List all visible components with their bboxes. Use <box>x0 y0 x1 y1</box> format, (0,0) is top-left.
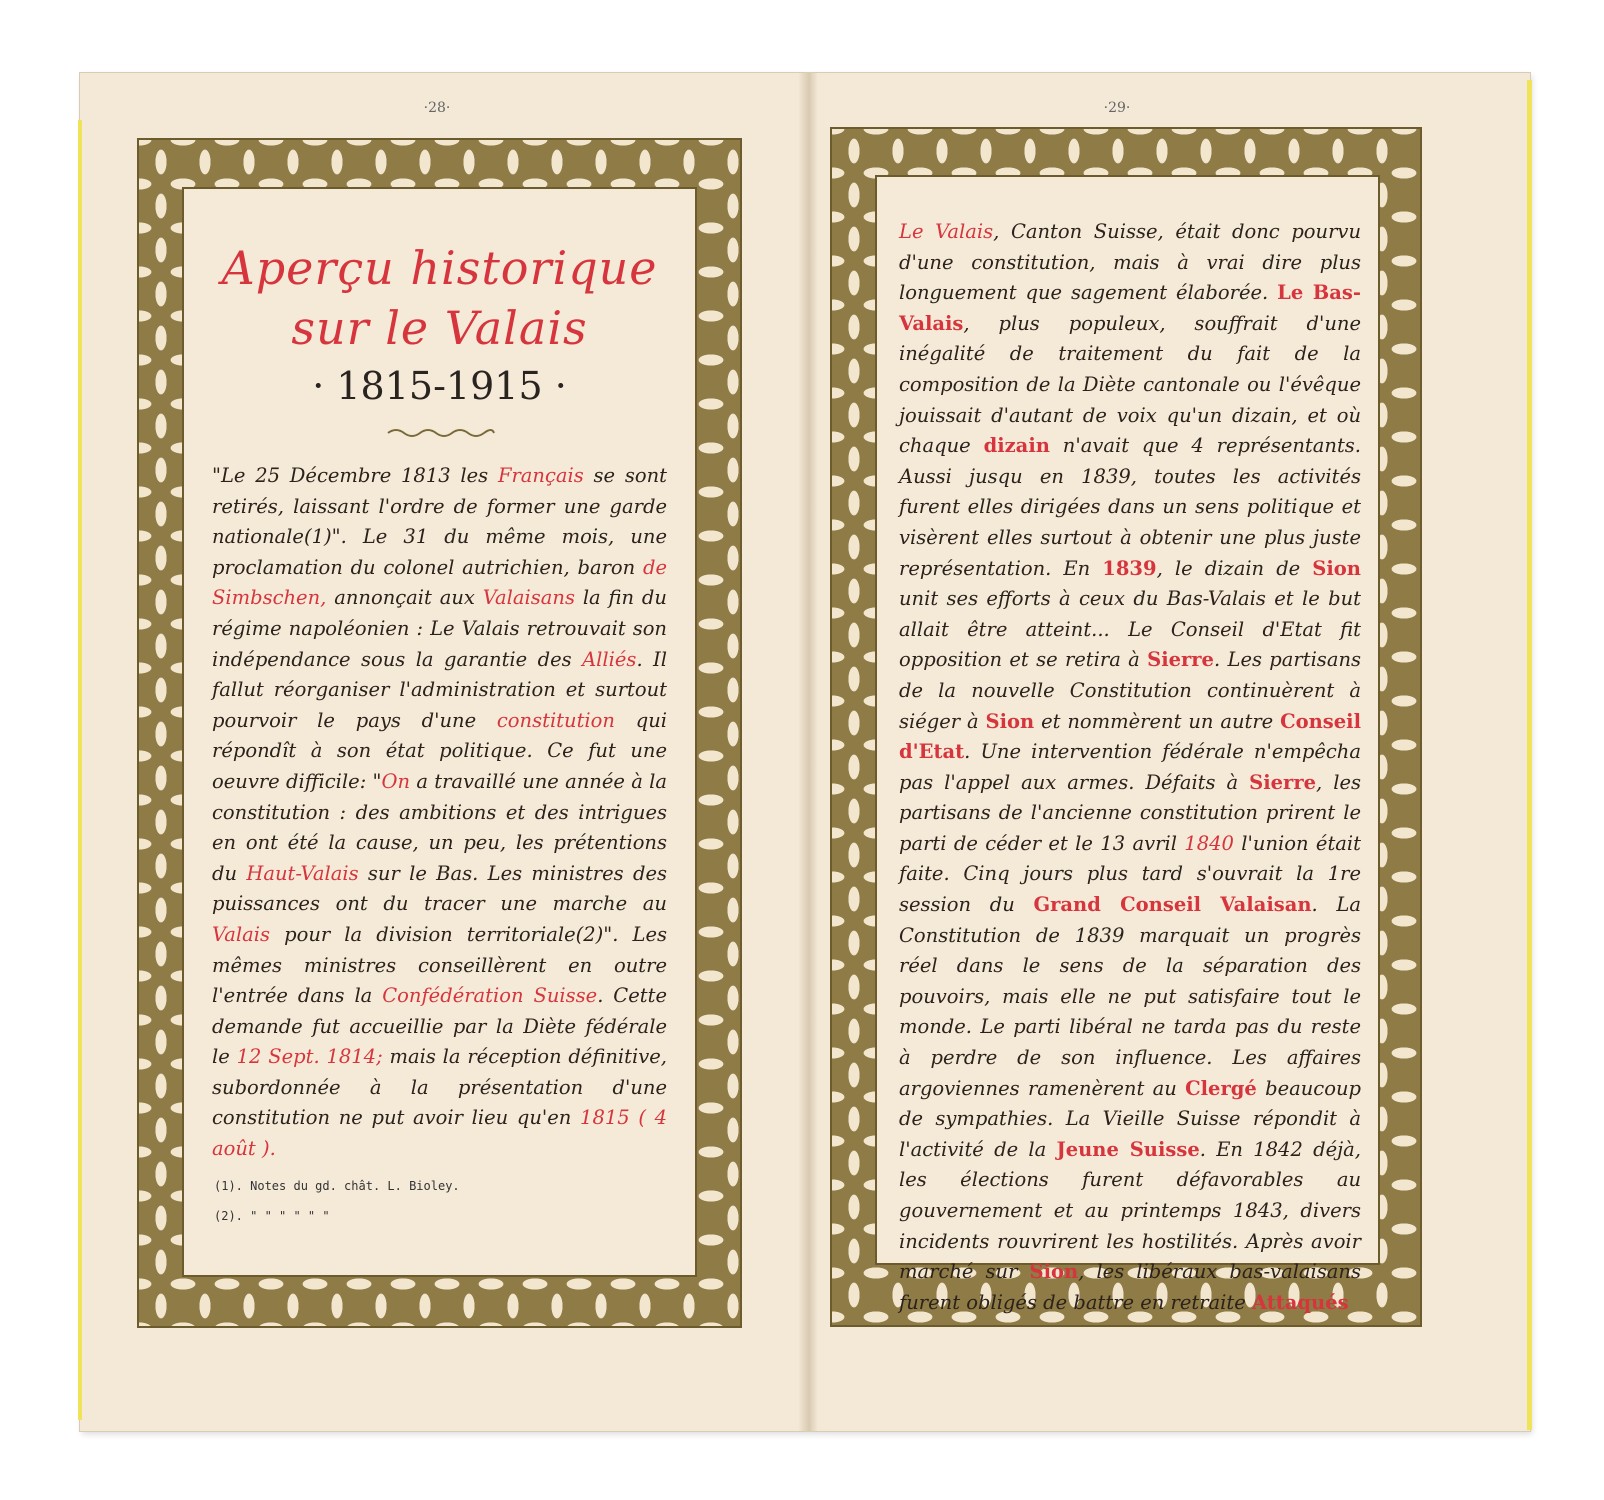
left-text-run-14: a travaillé une année à la constitution : des ambitions et des intrigues en ont été la cause, un peu, les prétentions du <box>212 769 667 885</box>
left-text-run-9: Alliés <box>582 647 637 671</box>
right-text-run-3: , plus populeux, souffrait d'une inégalité de traitement du fait de la composition de la Diète cantonale ou l'évêque jouissait d'autant de voix qu'un dizain, et où chaque <box>899 311 1361 458</box>
left-text-run-21: Confédération Suisse <box>382 984 598 1008</box>
page-panel-left <box>182 187 697 1277</box>
footnote-2: (2). " " " " " " <box>214 1209 330 1223</box>
right-text-run-2: Le Bas-Valais <box>899 281 1361 335</box>
left-text-run-20: ". Les mêmes ministres conseillèrent en outre l'entrée dans la <box>212 922 667 1008</box>
right-text-run-24: Jeune Suisse <box>1056 1137 1200 1161</box>
left-text-run-17: Valais <box>212 922 271 946</box>
left-text-run-10: . Il fallut réorganiser l'administration et surtout pourvoir le pays d'une <box>212 647 668 732</box>
title-line-1: Aperçu historique <box>221 241 658 295</box>
book-edge-left <box>78 120 82 1420</box>
footnote-1: (1). Notes du gd. chât. L. Bioley. <box>214 1179 460 1193</box>
right-text-run-15: . Une intervention fédérale n'empêcha pas l'appel aux armes. Défaits à <box>899 740 1361 794</box>
right-text-run-7: , le dizain de <box>1156 556 1313 580</box>
right-text-run-10: Sierre <box>1147 648 1214 672</box>
left-text-run-4: ". Le 31 du même mois, une proclamation du colonel autrichien, baron <box>212 525 667 579</box>
left-text-run-25: 1815 ( 4 août ). <box>212 1106 667 1161</box>
left-text-run-5: de Simbschen, <box>212 555 667 610</box>
right-text-run-20: Grand Conseil Valaisan <box>1033 893 1312 917</box>
page-number-right: ·29· <box>1103 100 1131 116</box>
right-text-run-27: , les libéraux bas-valaisans furent obligés de battre en retraite <box>899 1260 1361 1314</box>
right-text-run-0: Le Valais <box>899 220 994 243</box>
page-gutter <box>798 73 818 1431</box>
right-text-run-19: l'union était faite. Cinq jours plus tard s'ouvrait la 1re session du <box>899 831 1361 917</box>
left-text-run-19: (2) <box>575 922 604 946</box>
right-text-run-1: , Canton Suisse, était donc pourvu d'une constitution, mais à vrai dire plus longuement que sagement élaborée. <box>899 220 1362 305</box>
right-text-run-4: dizain <box>983 434 1050 458</box>
left-text-run-6: annonçait aux <box>326 586 483 610</box>
book-edge-right <box>1527 80 1532 1430</box>
left-text-run-2: se sont retirés, laissant l'ordre de former une garde nationale <box>212 464 667 549</box>
right-text-run-28: Attaqués <box>1251 1290 1349 1314</box>
title-years: · 1815-1915 · <box>312 364 567 408</box>
left-text-run-23: 12 Sept. 1814; <box>236 1045 383 1069</box>
right-text-run-23: beaucoup de sympathies. La Vieille Suisse répondit à l'activité de la <box>899 1076 1361 1161</box>
right-text-run-11: . Les partisans de la nouvelle Constitution continuèrent à siéger à <box>899 648 1362 733</box>
title-divider <box>386 426 496 440</box>
left-text-run-15: Haut-Valais <box>246 861 359 885</box>
left-text-run-8: la fin du régime napoléonien : Le Valais retrouvait son indépendance sous la garantie des <box>212 586 667 671</box>
left-text-run-12: qui répondît à son état politique. Ce fut une oeuvre difficile: " <box>212 708 667 793</box>
right-text-run-13: et nommèrent un autre <box>1034 709 1281 733</box>
right-body-text <box>899 217 1361 1318</box>
left-text-run-16: sur le Bas. Les ministres des puissances ont du tracer une marche au <box>212 861 668 916</box>
page-panel-right <box>875 175 1380 1314</box>
right-text-run-5: n'avait que 4 représentants. Aussi jusqu en 1839, toutes les activités furent elles dirigées dans un sens politique et visèrent elles surtout à obtenir une plus juste représentation. En <box>899 434 1361 580</box>
right-text-run-18: 1840 <box>1184 831 1234 855</box>
right-text-run-16: Sierre <box>1249 770 1317 794</box>
page-number-left: ·28· <box>423 100 451 116</box>
left-text-run-1: Français <box>497 464 584 487</box>
left-text-run-18: pour la division territoriale <box>270 922 576 946</box>
right-text-run-6: 1839 <box>1102 556 1157 580</box>
right-text-run-9: unit ses efforts à ceux du Bas-Valais et le but allait être atteint... Le Conseil d'Etat fit opposition et se retira à <box>899 587 1361 672</box>
right-text-run-25: . En 1842 déjà, les élections furent défavorables au gouvernement et au printemps 1843, divers incidents rouvrirent les hostilités. Après avoir marché sur <box>899 1137 1362 1284</box>
left-text-run-0: "Le 25 Décembre 1813 les <box>212 464 498 487</box>
left-text-run-24: mais la réception définitive, subordonnée à la présentation d'une constitution ne put avoir lieu qu'en <box>212 1045 667 1130</box>
right-text-run-21: . La Constitution de 1839 marquait un progrès réel dans le sens de la séparation des pouvoirs, mais elle ne put satisfaire tout le monde. Le parti libéral ne tarda pas du reste à perdre de son influence. Les affaires argoviennes ramenèrent au <box>899 893 1361 1100</box>
right-text-run-26: Sion <box>1029 1260 1079 1284</box>
right-text-run-22: Clergé <box>1185 1076 1257 1100</box>
right-text-run-12: Sion <box>985 709 1035 733</box>
left-text-run-13: On <box>381 769 411 793</box>
left-text-run-22: . Cette demande fut accueillie par la Diète fédérale le <box>212 984 667 1069</box>
left-body-text <box>212 461 667 1165</box>
right-text-run-8: Sion <box>1312 556 1361 580</box>
left-text-run-3: (1) <box>303 525 332 549</box>
left-text-run-11: constitution <box>496 708 615 732</box>
right-text-run-17: , les partisans de l'ancienne constitution prirent le parti de céder et le 13 avril <box>899 770 1361 855</box>
left-text-run-7: Valaisans <box>482 586 575 610</box>
title-line-2: sur le Valais <box>291 301 588 355</box>
right-text-run-14: Conseil d'Etat <box>899 709 1361 764</box>
